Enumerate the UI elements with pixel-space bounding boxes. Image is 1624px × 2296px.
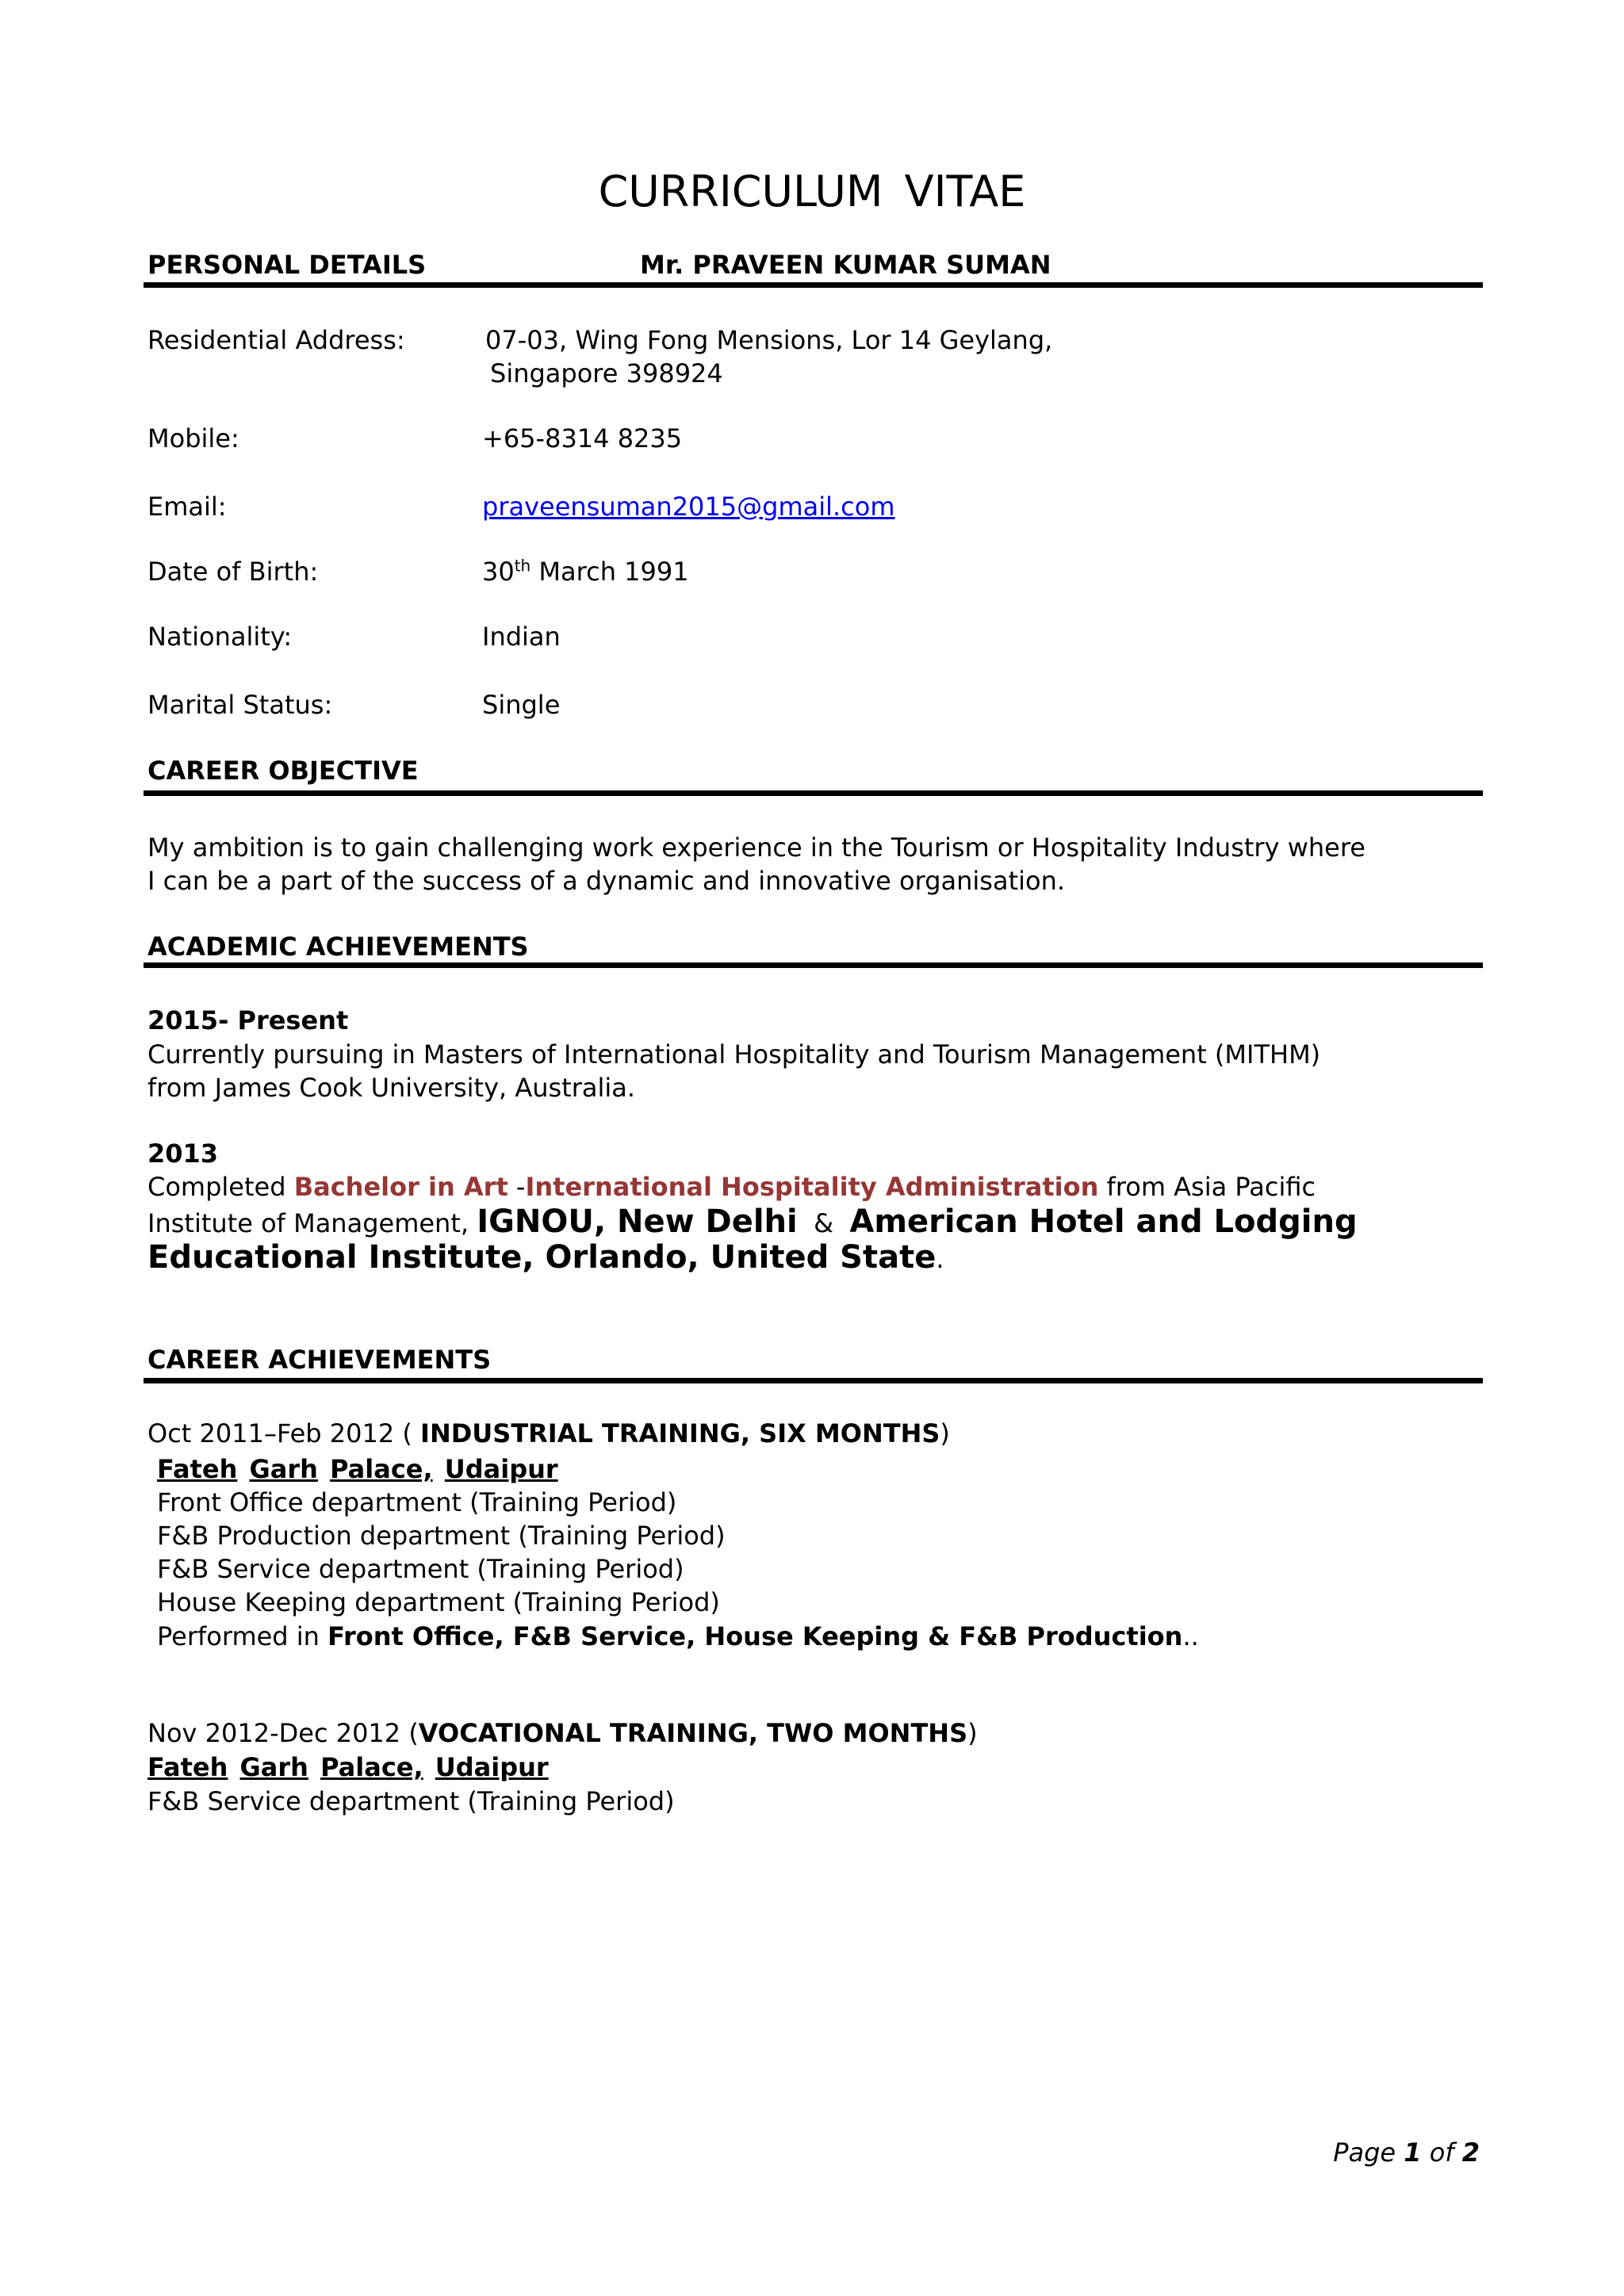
degree-line [147, 1170, 1316, 1203]
label-dob: Date of Birth: [147, 557, 319, 587]
training-header [147, 1417, 950, 1450]
performed-areas: Front Office, F&B Service, House Keeping & F&B Production [327, 1621, 1183, 1651]
place-word: Garh [239, 1752, 308, 1782]
section-heading-academic: ACADEMIC ACHIEVEMENTS [147, 932, 529, 962]
place-word: Fateh [157, 1454, 238, 1484]
place-word: Udaipur [444, 1454, 558, 1484]
section-rule [144, 962, 1483, 968]
dob-rest: March 1991 [530, 557, 689, 587]
institution-amp: & [797, 1208, 850, 1238]
label-mobile: Mobile: [147, 423, 239, 453]
place-word: Palace, [320, 1752, 423, 1782]
training-item: F&B Production department (Training Period) [157, 1521, 726, 1551]
institution-name: Institute of Management, [147, 1208, 477, 1238]
training-type: INDUSTRIAL TRAINING, SIX MONTHS [420, 1418, 940, 1448]
dob-day: 30 [482, 557, 515, 587]
label-address: Residential Address: [147, 325, 405, 355]
training-performed [157, 1620, 1199, 1653]
page-number [1333, 2136, 1480, 2169]
performed-end: .. [1182, 1621, 1199, 1651]
place-word: Udaipur [435, 1752, 549, 1782]
degree-prefix: Completed [147, 1172, 294, 1202]
performed-prefix: Performed in [157, 1621, 328, 1651]
institution-dot: . [936, 1244, 944, 1274]
training-close: ) [940, 1418, 950, 1448]
label-email: Email: [147, 492, 227, 522]
label-nationality: Nationality: [147, 622, 293, 652]
page-current: 1 [1404, 2137, 1422, 2168]
place-word: Palace, [330, 1454, 433, 1484]
degree-bachelor: Bachelor in Art [293, 1172, 508, 1202]
degree-dash: - [508, 1172, 526, 1202]
training-item: Front Office department (Training Period) [157, 1487, 677, 1517]
academic-year: 2015- Present [147, 1005, 349, 1035]
academic-line: Currently pursuing in Masters of International Hospitality and Tourism Management (MITHM) [147, 1039, 1321, 1070]
page-title: CURRICULUM VITAE [598, 166, 1026, 216]
objective-line2: I can be a part of the success of a dynamic and innovative organisation. [147, 866, 1066, 896]
training-dates: Oct 2011–Feb 2012 ( [147, 1418, 421, 1448]
training-place [157, 1452, 558, 1486]
institution-line [147, 1205, 1358, 1240]
objective-line1: My ambition is to gain challenging work experience in the Tourism or Hospitality Industry where [147, 832, 1365, 863]
value-dob [482, 555, 689, 588]
training-header [147, 1716, 978, 1750]
institution-ignou: IGNOU, New Delhi [477, 1203, 798, 1240]
email-link[interactable]: praveensuman2015@gmail.com [482, 492, 895, 522]
section-rule [144, 790, 1483, 796]
degree-major: International Hospitality Administration [525, 1172, 1099, 1202]
page-word: Page [1333, 2137, 1404, 2168]
section-rule [144, 1378, 1483, 1383]
institution-line2 [147, 1238, 944, 1278]
academic-line: from James Cook University, Australia. [147, 1073, 636, 1103]
label-marital: Marital Status: [147, 690, 333, 720]
page-total: 2 [1461, 2137, 1480, 2168]
training-place [147, 1751, 549, 1784]
value-marital: Single [482, 690, 561, 720]
value-address-line1: 07-03, Wing Fong Mensions, Lor 14 Geylang, [485, 325, 1053, 355]
training-item: F&B Service department (Training Period) [157, 1554, 684, 1584]
training-item: F&B Service department (Training Period) [147, 1786, 675, 1816]
place-word: Garh [249, 1454, 318, 1484]
training-item: House Keeping department (Training Period) [157, 1587, 720, 1617]
page-of: of [1421, 2137, 1462, 2168]
academic-year: 2013 [147, 1138, 219, 1169]
institution-ahla-cont: Educational Institute, Orlando, United State [147, 1239, 936, 1276]
place-word: Fateh [147, 1752, 228, 1782]
value-mobile: +65-8314 8235 [482, 423, 683, 453]
section-rule [144, 282, 1483, 288]
degree-from: from Asia Pacific [1098, 1172, 1316, 1202]
training-close: ) [967, 1718, 978, 1748]
institution-ahla: American Hotel and Lodging [849, 1203, 1358, 1240]
dob-suffix: th [514, 556, 531, 576]
section-heading-personal: PERSONAL DETAILS [147, 250, 427, 280]
section-heading-objective: CAREER OBJECTIVE [147, 756, 419, 786]
training-dates: Nov 2012-Dec 2012 ( [147, 1718, 419, 1748]
section-heading-career: CAREER ACHIEVEMENTS [147, 1345, 492, 1375]
candidate-name: Mr. PRAVEEN KUMAR SUMAN [640, 250, 1051, 280]
value-nationality: Indian [482, 622, 561, 652]
training-type: VOCATIONAL TRAINING, TWO MONTHS [418, 1718, 968, 1748]
value-address-line2: Singapore 398924 [490, 358, 723, 388]
